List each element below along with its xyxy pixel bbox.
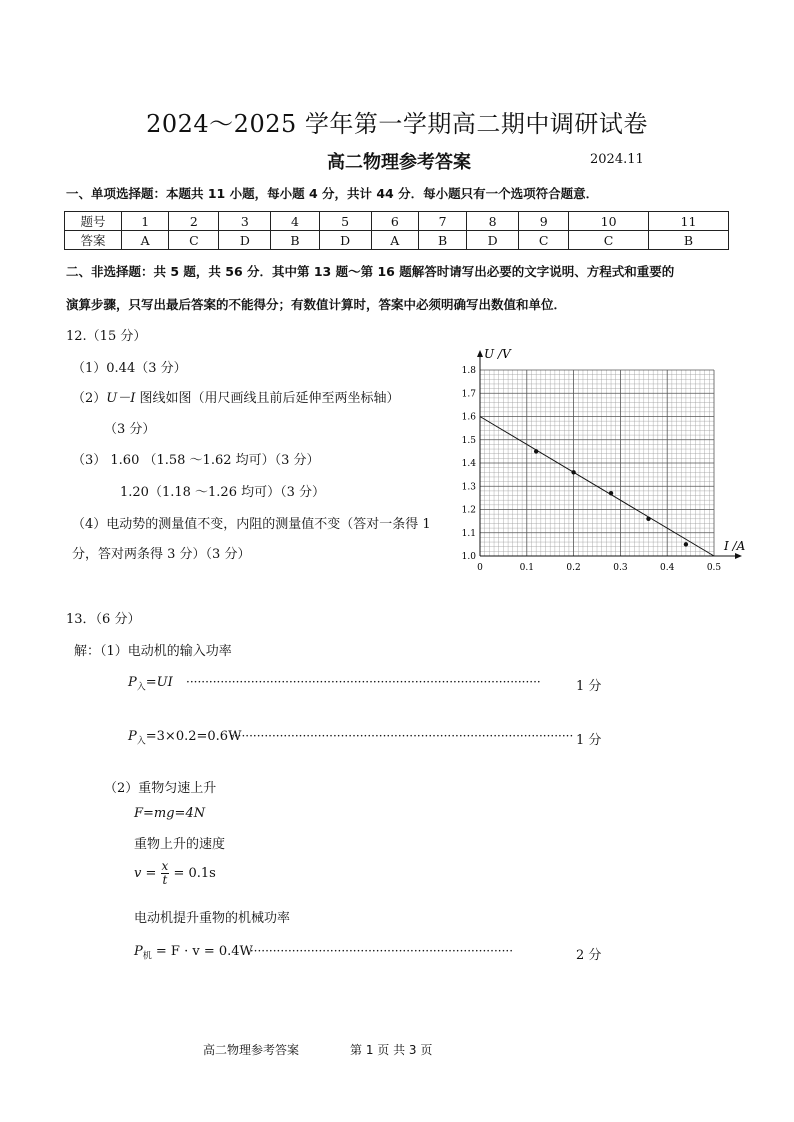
- q13-eq5: [134, 944, 253, 962]
- y-tick-label: 1.1: [461, 528, 476, 539]
- y-axis-label: U /V: [484, 347, 511, 361]
- y-tick-label: 1.0: [461, 552, 476, 562]
- x-tick-label: 0.2: [566, 563, 581, 573]
- answer-cell: A: [122, 231, 169, 250]
- eq5-dots: ······································································: [246, 944, 514, 958]
- answer-cell: D: [219, 231, 271, 250]
- answer-cell: B: [271, 231, 319, 250]
- question-row: [65, 212, 729, 231]
- question-number: 7: [419, 212, 467, 231]
- q12-part2-rest: 图线如图（用尺画线且前后延伸至两坐标轴）: [135, 391, 400, 406]
- answer-cell: D: [467, 231, 519, 250]
- eq4-rhs: = 0.1s: [173, 866, 216, 881]
- q13-title: 13．（6 分）: [66, 612, 141, 627]
- question-number: 5: [319, 212, 371, 231]
- answer-cell: C: [519, 231, 569, 250]
- question-number: 11: [649, 212, 729, 231]
- eq4-lhs: v =: [134, 866, 157, 881]
- eq1-lhs: P: [128, 675, 137, 690]
- eq1-rhs: =UI: [145, 675, 173, 690]
- answer-cell: C: [169, 231, 219, 250]
- eq1-dots: ·····························································································: [186, 675, 541, 689]
- x-tick-label: 0.1: [519, 563, 534, 573]
- answer-cell: B: [419, 231, 467, 250]
- data-point: [609, 491, 613, 495]
- answer-table: [64, 211, 729, 250]
- eq5-rhs: = F · v = 0.4W: [155, 944, 253, 959]
- data-point: [534, 449, 538, 453]
- eq1-score: 1 分: [576, 679, 602, 694]
- eq2-sub: 入: [136, 736, 146, 747]
- eq2-score: 1 分: [576, 733, 602, 748]
- eq4-num: x: [161, 859, 169, 873]
- q13-eq4: [134, 860, 216, 887]
- eq2-rhs: =3×0.2=0.6W: [145, 729, 242, 744]
- data-point: [646, 517, 650, 521]
- data-point: [571, 470, 575, 474]
- section2-heading-line2: 演算步骤，只写出最后答案的不能得分；有数值计算时，答案中必须明确写出数值和单位．: [66, 297, 567, 312]
- x-tick-label: 0.4: [660, 563, 675, 573]
- question-number: 1: [122, 212, 169, 231]
- answer-cell: C: [569, 231, 649, 250]
- q12-part2-prefix: （2）: [72, 391, 107, 406]
- footer-doc-name: 高二物理参考答案: [203, 1043, 300, 1057]
- question-row-label: 题号: [65, 212, 122, 231]
- question-number: 10: [569, 212, 649, 231]
- q13-power-label: 电动机提升重物的机械功率: [134, 911, 291, 926]
- y-tick-label: 1.8: [461, 366, 476, 376]
- q12-part4a: （4）电动势的测量值不变，内阻的测量值不变（答对一条得 1: [72, 517, 431, 532]
- q13-part2: （2）重物匀速上升: [104, 781, 217, 796]
- answer-cell: A: [371, 231, 418, 250]
- eq5-lhs: P: [134, 944, 143, 959]
- q13-part1: 解：（1）电动机的输入功率: [74, 644, 232, 659]
- q12-part3a: （3） 1.60 （1.58 ～1.62 均可）（3 分）: [72, 453, 320, 468]
- question-number: 8: [467, 212, 519, 231]
- question-number: 2: [169, 212, 219, 231]
- q12-part2-score: （3 分）: [104, 422, 156, 437]
- eq5-sub: 机: [142, 951, 152, 962]
- q12-part2-var: U－I: [106, 391, 136, 406]
- question-number: 9: [519, 212, 569, 231]
- q12-title: 12.（15 分）: [66, 329, 147, 344]
- q12-part2: [72, 387, 400, 406]
- answer-cell: B: [649, 231, 729, 250]
- q12-part1: （1）0.44（3 分）: [72, 361, 187, 376]
- q13-eq3: F=mg=4N: [134, 806, 206, 821]
- answer-row-label: 答案: [65, 231, 122, 250]
- section2-heading-line1: 二、非选择题：共 5 题，共 56 分．其中第 13 题～第 16 题解答时请写出必要的文字说明、方程式和重要的: [66, 264, 675, 279]
- data-point: [684, 542, 688, 546]
- y-tick-label: 1.3: [461, 482, 476, 493]
- eq1-sub: 入: [136, 682, 146, 693]
- page-title: 2024～2025 学年第一学期高二期中调研试卷: [146, 110, 648, 138]
- page-subtitle: 高二物理参考答案: [327, 152, 471, 173]
- x-tick-label: 0: [477, 563, 483, 573]
- q12-part3b: 1.20（1.18 ～1.26 均可）（3 分）: [120, 485, 326, 500]
- eq5-score: 2 分: [576, 948, 602, 963]
- y-tick-label: 1.5: [461, 435, 476, 446]
- y-tick-label: 1.2: [461, 505, 476, 516]
- section1-heading: 一、单项选择题：本题共 11 小题，每小题 4 分，共计 44 分．每小题只有一个选项符合题意．: [66, 186, 599, 201]
- y-tick-label: 1.7: [461, 389, 476, 400]
- q13-eq2: [128, 729, 241, 747]
- eq2-lhs: P: [128, 729, 137, 744]
- x-axis-label: I /A: [724, 539, 746, 553]
- eq4-den: t: [162, 873, 168, 887]
- answer-cell: D: [319, 231, 371, 250]
- eq2-dots: ··························································································: [230, 729, 574, 743]
- answer-row: [65, 231, 729, 250]
- x-tick-label: 0.5: [706, 563, 722, 573]
- u-i-graph: [440, 340, 760, 580]
- footer-page-number: 第 1 页 共 3 页: [350, 1043, 433, 1057]
- exam-date: 2024.11: [590, 152, 644, 167]
- q13-speed-label: 重物上升的速度: [134, 837, 226, 852]
- eq4-fraction: [161, 860, 170, 887]
- question-number: 3: [219, 212, 271, 231]
- y-tick-label: 1.4: [461, 459, 476, 469]
- q13-eq1: [128, 675, 173, 693]
- question-number: 4: [271, 212, 319, 231]
- y-axis-arrow: [477, 350, 483, 357]
- q12-part4b: 分，答对两条得 3 分）（3 分）: [72, 547, 251, 562]
- x-tick-label: 0.3: [613, 563, 628, 573]
- x-axis-arrow: [735, 553, 742, 559]
- y-tick-label: 1.6: [461, 412, 476, 423]
- question-number: 6: [371, 212, 418, 231]
